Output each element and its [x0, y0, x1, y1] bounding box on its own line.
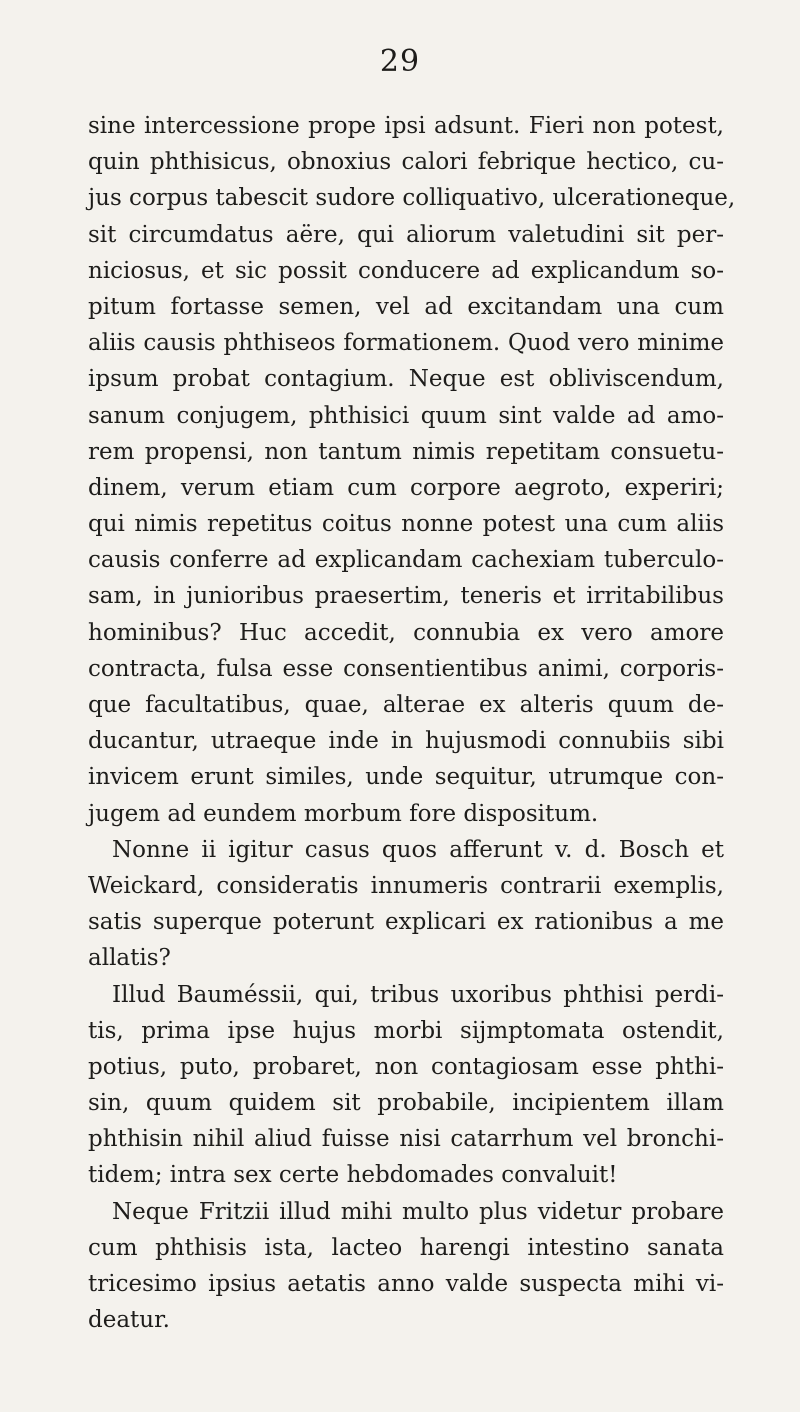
- text-line: tidem; intra sex certe hebdomades convaluit!: [88, 1162, 618, 1189]
- text-line: sanum conjugem, phthisici quum sint valde ad amo-: [88, 402, 724, 429]
- text-line: que facultatibus, quae, alterae ex alteris quum de-: [88, 692, 724, 718]
- text-line: tricesimo ipsius aetatis anno valde suspecta mihi vi-: [88, 1271, 724, 1297]
- text-line: sit circumdatus aëre, qui aliorum valetudini sit per-: [88, 221, 724, 248]
- text-line: phthisin nihil aliud fuisse nisi catarrhum vel bronchi-: [88, 1126, 724, 1153]
- text-line: deatur.: [88, 1307, 170, 1334]
- text-line: contracta, fulsa esse consentientibus animi, corporis-: [88, 655, 724, 682]
- text-line: invicem erunt similes, unde sequitur, utrumque con-: [88, 764, 724, 791]
- text-line: jugem ad eundem morbum fore dispositum.: [88, 800, 599, 827]
- page-number: 29: [379, 44, 421, 79]
- text-line: quin phthisicus, obnoxius calori febrique hectico, cu-: [88, 149, 724, 176]
- text-line: sine intercessione prope ipsi adsunt. Fieri non potest,: [88, 113, 724, 139]
- text-line: aliis causis phthiseos formationem. Quod vero minime: [88, 330, 724, 357]
- text-line: qui nimis repetitus coitus nonne potest una cum aliis: [88, 511, 724, 538]
- text-line: sin, quum quidem sit probabile, incipientem illam: [88, 1090, 724, 1117]
- body-text: [88, 108, 736, 1338]
- text-line: niciosus, et sic possit conducere ad explicandum so-: [88, 257, 724, 284]
- text-line: rem propensi, non tantum nimis repetitam consuetu-: [88, 438, 724, 465]
- text-line: hominibus? Huc accedit, connubia ex vero amore: [88, 619, 724, 646]
- text-line: Neque Fritzii illud mihi multo plus videtur probare: [112, 1198, 724, 1225]
- text-line: cum phthisis ista, lacteo harengi intestino sanata: [88, 1234, 724, 1261]
- text-line: satis superque poterunt explicari ex rationibus a me: [88, 909, 724, 936]
- text-line: ducantur, utraeque inde in hujusmodi connubiis sibi: [88, 728, 724, 755]
- text-line: sam, in junioribus praesertim, teneris et irritabilibus: [88, 583, 724, 610]
- text-line: Illud Bauméssii, qui, tribus uxoribus phthisi perdi-: [112, 981, 724, 1008]
- text-line: tis, prima ipse hujus morbi sijmptomata ostendit,: [88, 1017, 724, 1044]
- text-line: potius, puto, probaret, non contagiosam esse phthi-: [88, 1053, 724, 1080]
- text-line: dinem, verum etiam cum corpore aegroto, experiri;: [88, 474, 724, 501]
- text-line: pitum fortasse semen, vel ad excitandam una cum: [88, 293, 724, 320]
- text-line: Weickard, consideratis innumeris contrarii exemplis,: [88, 872, 724, 899]
- text-line: Nonne ii igitur casus quos afferunt v. d. Bosch et: [112, 836, 724, 863]
- text-line: ipsum probat contagium. Neque est obliviscendum,: [88, 366, 724, 393]
- text-line: jus corpus tabescit sudore colliquativo, ulcerationeque,: [88, 185, 736, 212]
- text-line: allatis?: [88, 945, 171, 972]
- text-line: causis conferre ad explicandam cachexiam tuberculo-: [88, 547, 724, 574]
